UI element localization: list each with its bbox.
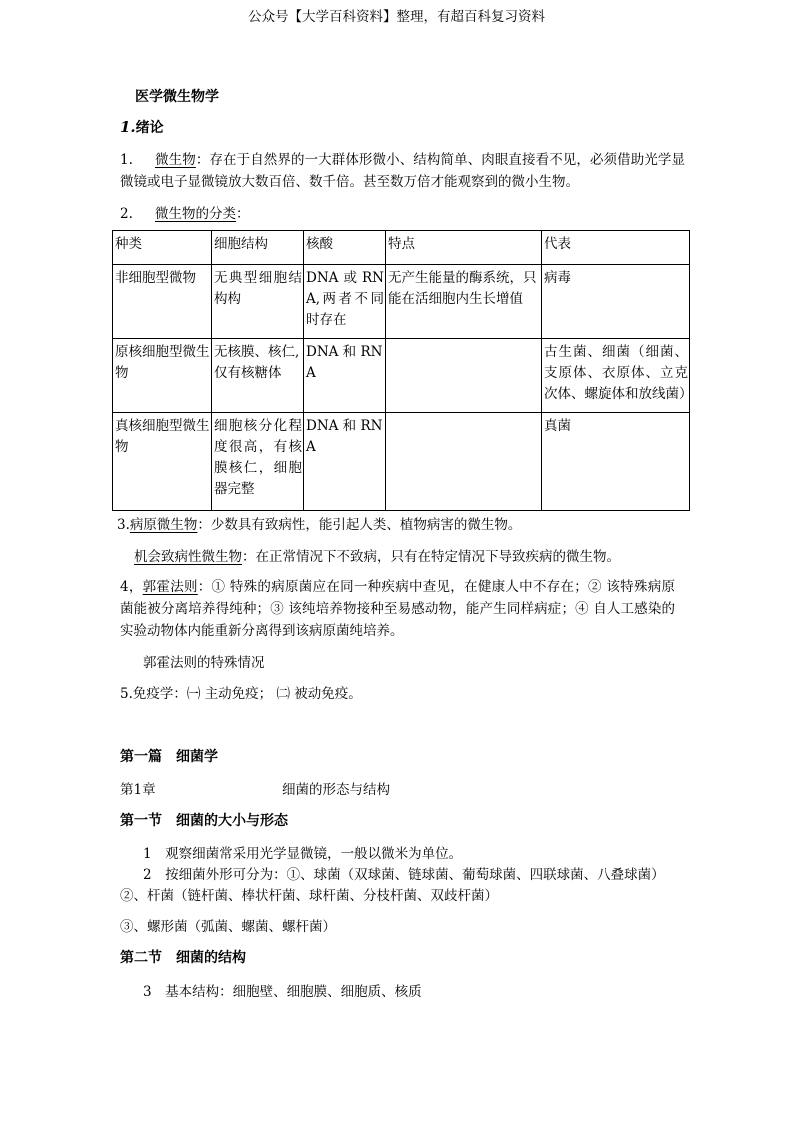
table-row [113, 339, 690, 413]
table-cell: 细胞核分化程度很高，有核膜核仁，细胞器完整 [212, 413, 304, 511]
part-1-title: 第一篇 细菌学 [120, 749, 218, 765]
chapter-1-label: 第1章 [120, 782, 156, 798]
term-opportunistic-pathogen: 机会致病性微生物 [134, 549, 242, 565]
term-pathogenic-microorganism: 病原微生物 [129, 517, 198, 533]
table-cell: 古生菌、细菌（细菌、支原体、衣原体、立克次体、螺旋体和放线菌） [542, 339, 690, 413]
section-2-title: 第二节 细菌的结构 [120, 950, 246, 966]
table-cell: DNA或RNA,两者不同时存在 [304, 265, 386, 339]
section-1-line-3: ③、螺形菌（弧菌、螺菌、螺杆菌） [120, 919, 336, 935]
item-4-index: 4， [120, 579, 143, 595]
table-header-cell: 种类 [113, 231, 212, 265]
item-2-index: 2. [120, 206, 133, 222]
table-cell [386, 413, 542, 511]
intro-heading [120, 117, 164, 137]
table-cell: 真菌 [542, 413, 690, 511]
document-title: 医学微生物学 [135, 89, 219, 105]
table-row [113, 265, 690, 339]
koch-special-cases: 郭霍法则的特殊情况 [143, 655, 265, 671]
term-microorganism: 微生物 [155, 152, 196, 168]
table-cell: DNA 和 RNA [304, 413, 386, 511]
opportunistic-line [134, 545, 620, 565]
term-koch-postulates: 郭霍法则 [142, 579, 198, 595]
table-header-cell: 代表 [542, 231, 690, 265]
item-1-definition: ：存在于自然界的一大群体形微小、结构简单、肉眼直接看不见，必须借助光学显微镜或电子显微镜放大数百倍、数千倍。甚至数万倍才能观察到的微小生物。 [120, 152, 685, 190]
table-cell [386, 339, 542, 413]
table-cell: 病毒 [542, 265, 690, 339]
table-cell: 原核细胞型微生物 [113, 339, 212, 413]
item-3-line [117, 513, 521, 533]
table-cell: 真核细胞型微生物 [113, 413, 212, 511]
item-1-index: 1. [120, 152, 133, 168]
item-3-definition: ：少数具有致病性，能引起人类、植物病害的微生物。 [197, 517, 522, 533]
section-1-line-2-continued: ②、杆菌（链杆菌、棒状杆菌、球杆菌、分枝杆菌、双歧杆菌） [120, 888, 498, 904]
table-cell: 非细胞型微物 [113, 265, 212, 339]
item-2-line [120, 202, 250, 222]
table-cell: 无产生能量的酶系统，只能在活细胞内生长增值 [386, 265, 542, 339]
intro-number: 1. [120, 118, 136, 136]
header-note: 公众号【大学百科资料】整理，有超百科复习资料 [248, 9, 545, 25]
opportunistic-definition: ：在正常情况下不致病，只有在特定情况下导致疾病的微生物。 [242, 549, 620, 565]
table-cell: 无典型细胞结构构 [212, 265, 304, 339]
item-4-paragraph [120, 576, 675, 642]
table-header-cell: 特点 [386, 231, 542, 265]
section-1-line-2: 2 按细菌外形可分为：①、球菌（双球菌、链球菌、葡萄球菌、四联球菌、八叠球菌） [143, 867, 665, 883]
section-1-title: 第一节 细菌的大小与形态 [120, 813, 288, 829]
table-cell: 无核膜、核仁,仅有核糖体 [212, 339, 304, 413]
table-row [113, 413, 690, 511]
item-5-immunology: 5.免疫学：㈠ 主动免疫； ㈡ 被动免疫。 [120, 686, 362, 702]
table-header-row [113, 231, 690, 265]
classification-table [112, 230, 693, 511]
item-4-text: ：① 特殊的病原菌应在同一种疾病中查见，在健康人中不存在；② 该特殊病原菌能被分离培养得纯种；③ 该纯培养物接种至易感动物，能产生同样病症；④ 自人工感染的实验动物体内能重新分离得到该病原菌纯培养。 [120, 579, 676, 639]
chapter-1-title: 细菌的形态与结构 [282, 782, 390, 798]
item-1-paragraph [120, 149, 685, 193]
term-classification: 微生物的分类 [155, 206, 236, 222]
section-1-line-1: 1 观察细菌常采用光学显微镜，一般以微米为单位。 [143, 846, 463, 862]
table-header-cell: 核酸 [304, 231, 386, 265]
table-cell: DNA 和 RNA [304, 339, 386, 413]
table-header-cell: 细胞结构 [212, 231, 304, 265]
item-2-colon: ： [236, 206, 250, 222]
intro-title: 绪论 [135, 120, 164, 136]
section-2-line-1: 3 基本结构：细胞壁、细胞膜、细胞质、核质 [143, 984, 422, 1000]
item-3-index: 3. [117, 517, 130, 533]
